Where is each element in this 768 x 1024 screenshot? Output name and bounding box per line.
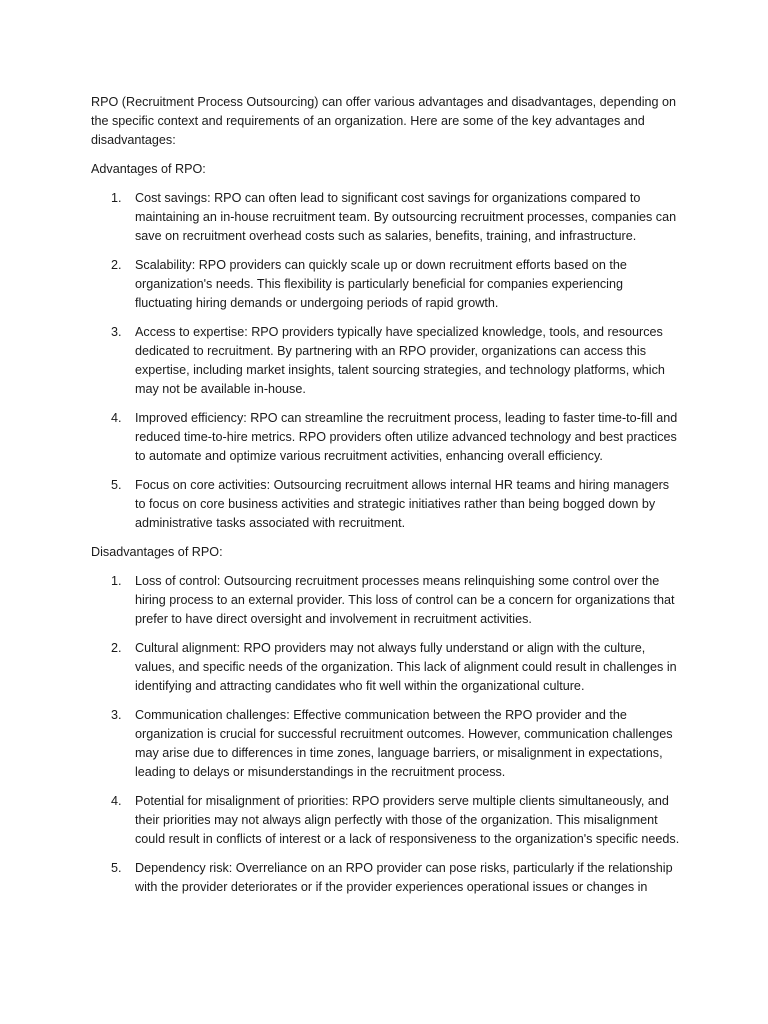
list-item-text: Cultural alignment: RPO providers may not always fully understand or align with the culture, values, and specific needs of the organization. This lack of alignment could result in challenges in identifying and attracting candidates who fit well within the organizational culture. (135, 641, 677, 693)
advantages-list (91, 189, 683, 533)
list-item-text: Potential for misalignment of priorities: RPO providers serve multiple clients simultaneously, and their priorities may not always align perfectly with those of the organization. This misalignment could result in conflicts of interest or a lack of responsiveness to the organization's specific needs. (135, 794, 680, 846)
list-item-text: Improved efficiency: RPO can streamline the recruitment process, leading to faster time-to-fill and reduced time-to-hire metrics. RPO providers often utilize advanced technology and best practices to automate and optimize various recruitment activities, enhancing overall efficiency. (135, 411, 678, 463)
list-item-text: Focus on core activities: Outsourcing recruitment allows internal HR teams and hiring managers to focus on core business activities and strategic initiatives rather than being bogged down by administrative tasks associated with recruitment. (135, 478, 670, 530)
list-item (91, 706, 683, 782)
list-item-text: Dependency risk: Overreliance on an RPO provider can pose risks, particularly if the relationship with the provider deteriorates or if the provider experiences operational issues or changes in (135, 861, 673, 894)
list-item-text: Cost savings: RPO can often lead to significant cost savings for organizations compared to maintaining an in-house recruitment team. By outsourcing recruitment processes, companies can save on recruitment overhead costs such as salaries, benefits, training, and infrastructure. (135, 191, 677, 243)
list-number: 3. (111, 708, 122, 722)
list-number: 4. (111, 411, 122, 425)
list-item-text: Scalability: RPO providers can quickly scale up or down recruitment efforts based on the organization's needs. This flexibility is particularly beneficial for companies experiencing fluctuating hiring demands or undergoing periods of rapid growth. (135, 258, 627, 310)
disadvantages-heading: Disadvantages of RPO: (91, 545, 223, 559)
list-item (91, 792, 683, 849)
list-number: 5. (111, 861, 122, 875)
list-item (91, 572, 683, 629)
list-item (91, 409, 683, 466)
document-page (91, 93, 683, 907)
list-number: 2. (111, 258, 122, 272)
list-item-text: Loss of control: Outsourcing recruitment processes means relinquishing some control over the hiring process to an external provider. This loss of control can be a concern for organizations that prefer to have direct oversight and involvement in recruitment activities. (135, 574, 675, 626)
list-item-text: Communication challenges: Effective communication between the RPO provider and the organization is crucial for successful recruitment outcomes. However, communication challenges may arise due to differences in time zones, language barriers, or misalignment in expectations, leading to delays or misunderstandings in the recruitment process. (135, 708, 673, 779)
list-number: 1. (111, 191, 122, 205)
list-number: 3. (111, 325, 122, 339)
list-number: 4. (111, 794, 122, 808)
list-number: 1. (111, 574, 122, 588)
list-item (91, 189, 683, 246)
advantages-heading: Advantages of RPO: (91, 162, 206, 176)
disadvantages-list (91, 572, 683, 897)
list-item (91, 639, 683, 696)
list-number: 5. (111, 478, 122, 492)
list-item-text: Access to expertise: RPO providers typically have specialized knowledge, tools, and resources dedicated to recruitment. By partnering with an RPO provider, organizations can access this expertise, including market insights, talent sourcing strategies, and technology platforms, which may not be available in-house. (135, 325, 665, 396)
intro-paragraph: RPO (Recruitment Process Outsourcing) can offer various advantages and disadvantages, depending on the specific context and requirements of an organization. Here are some of the key advantages and disadvantages: (91, 95, 677, 147)
list-item (91, 476, 683, 533)
list-item (91, 256, 683, 313)
list-number: 2. (111, 641, 122, 655)
list-item (91, 859, 683, 897)
list-item (91, 323, 683, 399)
